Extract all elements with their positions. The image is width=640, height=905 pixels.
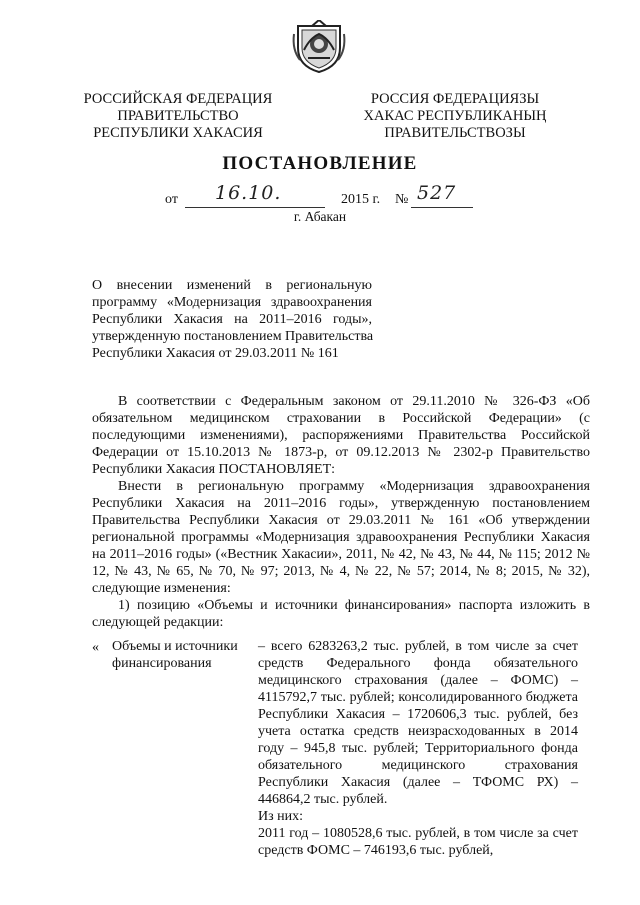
header-right xyxy=(355,91,555,142)
coat-of-arms-icon xyxy=(290,20,348,74)
handwritten-number: 527 xyxy=(417,182,457,204)
header-left-line: ПРАВИТЕЛЬСТВО xyxy=(117,108,239,124)
date-underline xyxy=(185,207,325,208)
subject-line: О внесении изменений в региональную xyxy=(92,278,372,293)
financing-paragraph: – всего 6283263,2 тыс. рублей, в том числе за счет средств Федерального фонда обязательного медицинского страхования (далее – ФОМС) – 4115792,7 тыс. рублей; консолидированного бюджета Республики Хакасия – 1720606,3 тыс. рублей, без учета остатка средств неизрасходованных в 2014 году – 945,8 тыс. рублей; Территориального фонда обязательного медицинского страхования Республики Хакасия (далее – ТФОМС РХ) – 446864,2 тыс. рублей. xyxy=(258,639,578,807)
header-right-line: ХАКАС РЕСПУБЛИКАНЫҢ xyxy=(363,108,547,124)
body-text xyxy=(92,393,590,631)
document-title: ПОСТАНОВЛЕНИЕ xyxy=(222,153,418,174)
subject-line: программу «Модернизация здравоохранения xyxy=(92,295,372,310)
subject-line: утвержденную постановлением Правительства xyxy=(92,329,374,344)
subject-block xyxy=(92,277,372,362)
header-left-line: РЕСПУБЛИКИ ХАКАСИЯ xyxy=(93,125,263,141)
opening-quote: « xyxy=(92,640,99,655)
financing-label-line: финансирования xyxy=(112,656,212,671)
financing-label xyxy=(112,638,252,672)
financing-text xyxy=(258,638,578,859)
header-left-line: РОССИЙСКАЯ ФЕДЕРАЦИЯ xyxy=(83,91,273,107)
paragraph: В соответствии с Федеральным законом от 29.11.2010 № 326-ФЗ «Об обязательном медицинском страховании в Российской Федерации» (с последующими изменениями), распоряжениями Правительства Российской Федерации от 15.10.2013 № 1873-р, от 09.12.2013 № 2302-р Правительство Республики Хакасия ПОСТАНОВЛЯЕТ: xyxy=(92,394,590,477)
financing-label-line: Объемы и источники xyxy=(112,639,238,654)
financing-paragraph: 2011 год – 1080528,6 тыс. рублей, в том числе за счет средств ФОМС – 746193,6 тыс. рублей, xyxy=(258,826,578,858)
header-left xyxy=(78,91,278,142)
paragraph: Внести в региональную программу «Модернизация здравоохранения Республики Хакасия на 2011–2016 годы», утвержденную постановлением Правительства Республики Хакасия от 29.03.2011 № 161 «Об утверждении региональной программы «Модернизация здравоохранения Республики Хакасия на 2011–2016 годы» («Вестник Хакасии», 2011, № 42, № 43, № 44, № 115; 2012 № 12, № 43, № 65, № 70, № 97; 2013, № 4, № 22, № 57; 2014, № 8; 2015, № 32), следующие изменения: xyxy=(92,479,590,596)
number-underline xyxy=(411,207,473,208)
date-number-line xyxy=(165,182,485,210)
header-right-line: ПРАВИТЕЛЬСТВОЗЫ xyxy=(384,125,526,141)
city: г. Абакан xyxy=(293,209,347,224)
handwritten-date: 16.10. xyxy=(215,182,282,204)
subject-line: Республики Хакасия от 29.03.2011 № 161 xyxy=(92,346,339,361)
subject-line: Республики Хакасия на 2011–2016 годы», xyxy=(92,312,372,327)
paragraph: 1) позицию «Объемы и источники финансирования» паспорта изложить в следующей редакции: xyxy=(92,598,590,630)
header-right-line: РОССИЯ ФЕДЕРАЦИЯЗЫ xyxy=(370,91,540,107)
date-year: 2015 г. xyxy=(341,192,381,207)
date-prefix: от xyxy=(165,192,178,207)
financing-paragraph: Из них: xyxy=(258,809,304,824)
number-sign: № xyxy=(395,192,409,207)
